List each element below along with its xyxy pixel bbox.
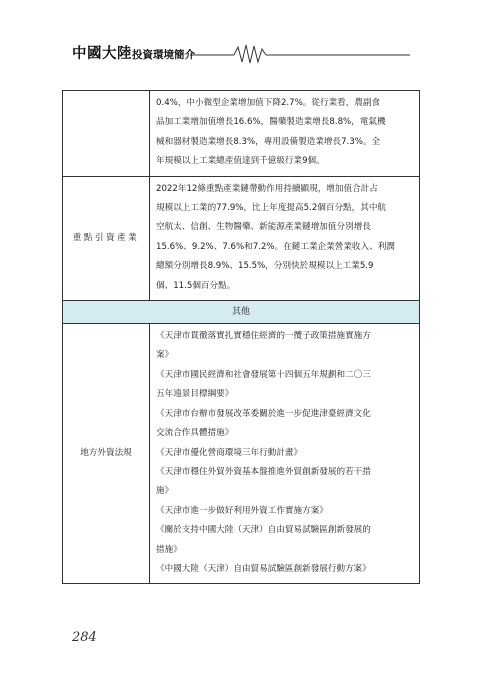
regulation-line: 五年遠景目標綱要》	[156, 389, 234, 400]
row-label-empty	[63, 91, 150, 177]
row-content-key-industries	[150, 176, 420, 300]
text-line: 0.4%，中小微型企業增加值下降2.7%。從行業看，農副食	[156, 98, 381, 108]
regulation-line: 《天津市穩住外貿外資基本盤推進外貿創新發展的若干措	[156, 466, 371, 477]
section-header-other: 其他	[63, 301, 420, 324]
page-number: 284	[72, 630, 97, 645]
info-table	[62, 90, 420, 584]
header-title-main: 中國大陸	[72, 46, 132, 62]
text-line: 規模以上工業的77.9%，比上年度提高5.2個百分點，其中航	[156, 203, 387, 214]
header-title-sub: 投資環境簡介	[132, 49, 195, 61]
regulation-line: 《天津市貫徹落實扎實穩住經濟的一攬子政策措施實施方	[156, 331, 371, 342]
table-section-header	[63, 301, 420, 324]
header-title	[72, 42, 195, 63]
regulation-line: 《天津市進一步做好利用外資工作實施方案》	[156, 505, 328, 516]
text-line: 空航太、信創、生物醫藥、新能源產業鏈增加值分別增長	[156, 222, 371, 233]
regulation-line: 《天津市優化營商環境三年行動計畫》	[156, 447, 303, 458]
regulation-line: 《關於支持中國大陸（天津）自由貿易試驗區創新發展的	[156, 525, 371, 536]
text-line: 15.6%、9.2%、7.6%和7.2%。在鏈工業企業營業收入、利潤	[156, 241, 395, 252]
text-line: 品加工業增加值增長16.6%，醫藥製造業增長8.8%，電氣機	[156, 117, 386, 128]
regulation-line: 案》	[156, 350, 174, 361]
text-line: 2022年12條重點產業鏈帶動作用持續顯現，增加值合計占	[156, 183, 378, 194]
row-label-key-industries: 重點引資產業	[63, 176, 150, 300]
regulation-line: 《中國大陸（天津）自由貿易試驗區創新發展行動方案》	[156, 563, 371, 574]
text-line: 械和器材製造業增長8.3%，專用設備製造業增長7.3%。全	[156, 136, 381, 147]
row-content-local-regulations	[150, 324, 420, 584]
text-line: 總額分別增長8.9%、15.5%，分別快於規模以上工業5.9	[156, 261, 374, 272]
table-row	[63, 176, 420, 300]
regulation-line: 施》	[156, 486, 174, 497]
page-header	[72, 40, 412, 66]
regulation-line: 《天津市台辦市發展改革委關於進一步促進津臺經濟文化	[156, 408, 371, 419]
table-row	[63, 91, 420, 177]
row-label-local-regulations: 地方外資法規	[63, 324, 150, 584]
regulation-line: 交流合作具體措施》	[156, 428, 234, 439]
text-line: 年規模以上工業總產值達到千億級行業9個。	[156, 156, 325, 167]
regulation-line: 措施》	[156, 544, 182, 555]
row-content-industry-growth	[150, 91, 420, 177]
table-row	[63, 324, 420, 584]
text-line: 個、11.5個百分點。	[156, 280, 236, 291]
regulation-line: 《天津市國民經濟和社會發展第十四個五年規劃和二〇三	[156, 369, 371, 380]
